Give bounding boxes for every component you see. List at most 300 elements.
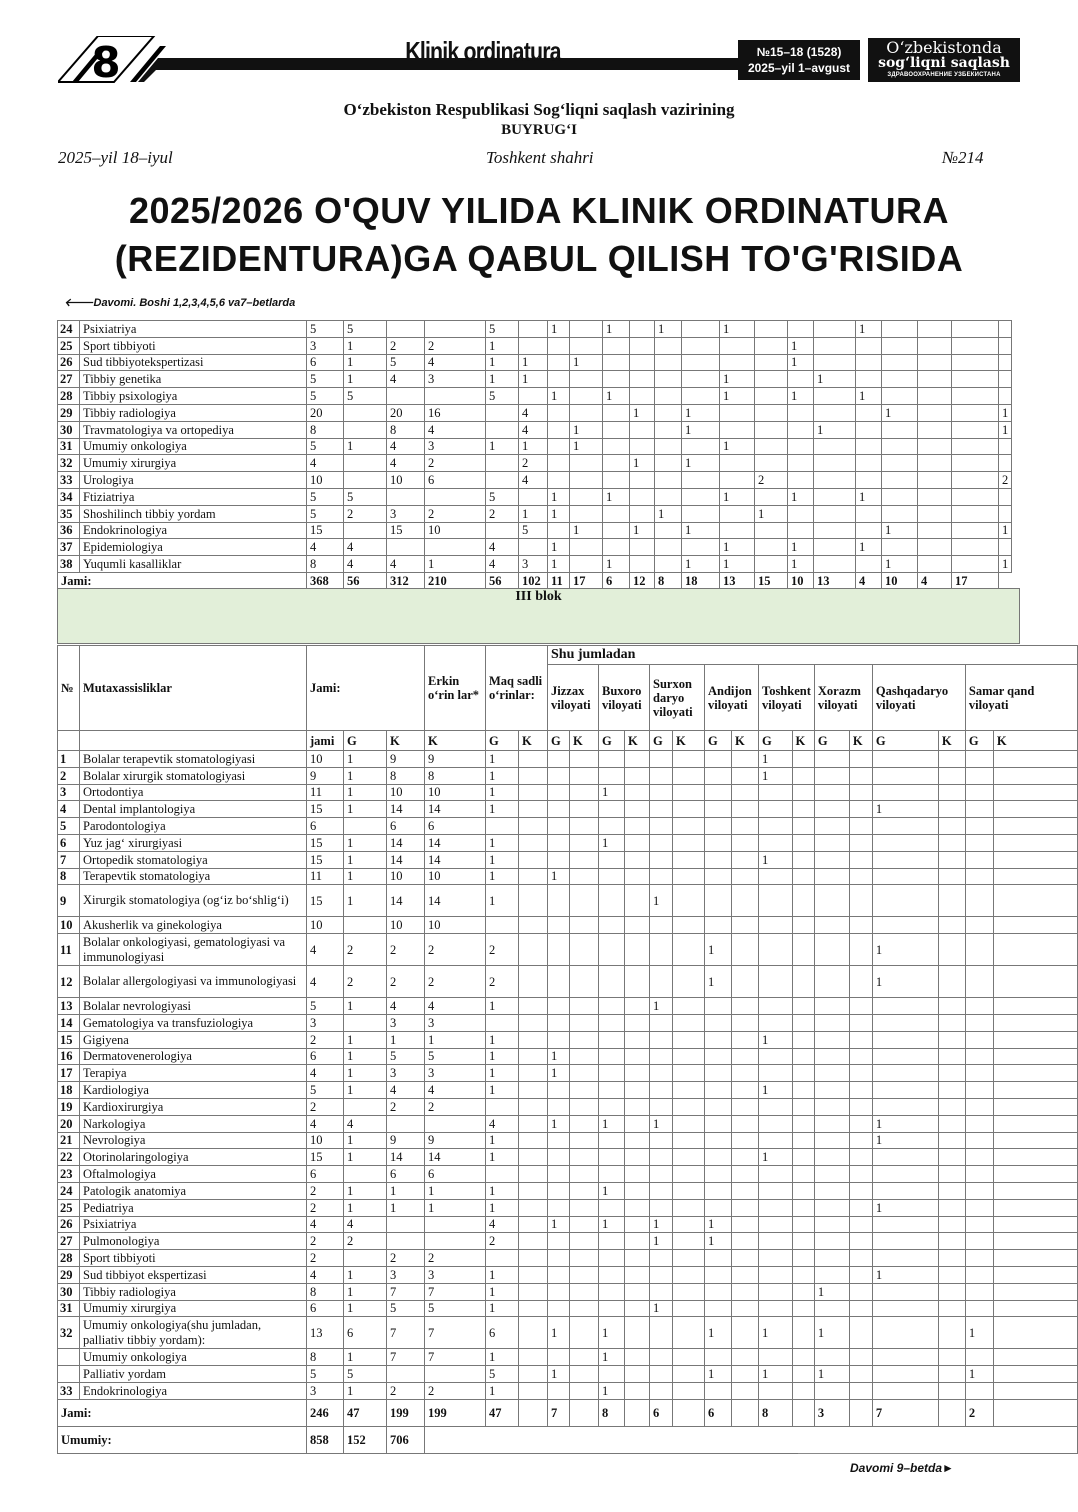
cell-value [849, 1250, 872, 1267]
cell-value [344, 1098, 387, 1115]
cell-value [650, 868, 673, 885]
cell-value [650, 1317, 673, 1349]
cell-value [673, 885, 705, 917]
total-value [993, 1399, 1077, 1426]
cell-value: 13 [307, 1317, 344, 1349]
specialty-name: Umumiy onkologiya [80, 1349, 307, 1366]
cell-value [720, 472, 755, 489]
cell-value [755, 321, 788, 338]
cell-value [603, 522, 630, 539]
cell-value: 1 [486, 751, 519, 768]
cell-value [548, 522, 570, 539]
cell-value [993, 834, 1077, 851]
cell-value [599, 966, 625, 998]
cell-value: 1 [548, 488, 570, 505]
cell-value [570, 1166, 599, 1183]
cell-value [625, 801, 650, 818]
cell-value [918, 472, 952, 489]
cell-value: 4 [307, 966, 344, 998]
table-row [58, 404, 1012, 421]
subheader: G [548, 731, 570, 751]
cell-value [759, 998, 793, 1015]
cell-value [599, 934, 625, 966]
table-row [58, 1182, 1078, 1199]
cell-value [965, 751, 993, 768]
cell-value [952, 421, 999, 438]
cell-value [599, 1082, 625, 1099]
cell-value [993, 1166, 1077, 1183]
cell-value: 8 [307, 556, 344, 573]
cell-value [849, 784, 872, 801]
cell-value [759, 801, 793, 818]
table-row [58, 1266, 1078, 1283]
cell-value: 10 [307, 751, 344, 768]
cell-value: 5 [387, 1300, 425, 1317]
table-row [58, 784, 1078, 801]
specialty-name: Gigiyena [80, 1031, 307, 1048]
specialty-name: Yuz jag‘ xirurgiyasi [80, 834, 307, 851]
cell-value [792, 917, 814, 934]
cell-value [625, 1233, 650, 1250]
cell-value: 1 [682, 404, 720, 421]
cell-value [570, 868, 599, 885]
cell-value: 2 [425, 934, 486, 966]
cell-value: 3 [387, 1065, 425, 1082]
cell-value [814, 934, 849, 966]
cell-value [682, 472, 720, 489]
cell-value [625, 1082, 650, 1099]
cell-value [570, 1082, 599, 1099]
col-header-including: Shu jumladan [548, 646, 1078, 665]
brand-line-3: ЗДРАВООХРАНЕНИЕ УЗБЕКИСТАНА [887, 72, 1001, 78]
cell-value: 1 [425, 1031, 486, 1048]
cell-value [993, 998, 1077, 1015]
cell-value: 8 [307, 421, 344, 438]
cell-value: 5 [519, 522, 548, 539]
cell-value: 1 [344, 1031, 387, 1048]
cell-value [882, 438, 918, 455]
cell-value [570, 1366, 599, 1383]
cell-value [993, 1031, 1077, 1048]
table-row [58, 1382, 1078, 1399]
cell-value [603, 371, 630, 388]
cell-value: 2 [307, 1031, 344, 1048]
cell-value: 2 [486, 934, 519, 966]
cell-value: 5 [425, 1300, 486, 1317]
cell-value [655, 472, 682, 489]
subheader: K [993, 731, 1077, 751]
cell-value [625, 1349, 650, 1366]
cell-value: 6 [387, 818, 425, 835]
cell-value: 3 [307, 1382, 344, 1399]
cell-value: 1 [650, 1115, 673, 1132]
subheader: G [759, 731, 793, 751]
cell-value: 1 [344, 998, 387, 1015]
cell-value [625, 1199, 650, 1216]
cell-value [965, 966, 993, 998]
cell-value [486, 1098, 519, 1115]
cell-value [673, 1250, 705, 1267]
cell-value [792, 1250, 814, 1267]
region-header: Samar qand viloyati [965, 665, 1077, 731]
cell-value: 1 [548, 505, 570, 522]
cell-value [599, 1048, 625, 1065]
cell-value [650, 1149, 673, 1166]
cell-value: 10 [425, 784, 486, 801]
cell-value [548, 1014, 570, 1031]
cell-value: 4 [519, 404, 548, 421]
cell-value [603, 421, 630, 438]
cell-value: 4 [344, 539, 387, 556]
cell-value: 1 [486, 767, 519, 784]
cell-value [918, 539, 952, 556]
cell-value [856, 556, 882, 573]
total-value [792, 1399, 814, 1426]
cell-value [519, 321, 548, 338]
specialty-name: Pulmonologiya [80, 1233, 307, 1250]
cell-value: 2 [344, 505, 387, 522]
cell-value [705, 868, 732, 885]
cell-value: 6 [425, 1166, 486, 1183]
cell-value: 6 [425, 818, 486, 835]
cell-value [872, 1317, 938, 1349]
subheader: K [938, 731, 965, 751]
table-row [58, 834, 1078, 851]
cell-value [856, 354, 882, 371]
cell-value [570, 966, 599, 998]
cell-value [938, 998, 965, 1015]
cell-value: 1 [965, 1366, 993, 1383]
cell-value: 1 [486, 1132, 519, 1149]
row-number: 1 [58, 751, 80, 768]
cell-value [732, 998, 759, 1015]
row-number: 19 [58, 1098, 80, 1115]
cell-value [814, 1098, 849, 1115]
cell-value [673, 917, 705, 934]
cell-value [952, 371, 999, 388]
cell-value [673, 1300, 705, 1317]
cell-value: 1 [486, 1182, 519, 1199]
row-number: 9 [58, 885, 80, 917]
cell-value [673, 1166, 705, 1183]
cell-value: 5 [486, 488, 519, 505]
cell-value [952, 472, 999, 489]
cell-value: 2 [387, 1098, 425, 1115]
cell-value [814, 1300, 849, 1317]
cell-value [570, 371, 603, 388]
cell-value [792, 1366, 814, 1383]
cell-value [814, 1166, 849, 1183]
row-number [58, 1366, 80, 1383]
cell-value: 10 [307, 917, 344, 934]
cell-value [732, 868, 759, 885]
cell-value [872, 1233, 938, 1250]
cell-value [599, 1366, 625, 1383]
row-number: 25 [58, 337, 80, 354]
col-header-total: Jami: [307, 646, 425, 731]
cell-value [599, 1250, 625, 1267]
total-value: 2 [965, 1399, 993, 1426]
cell-value [519, 1250, 548, 1267]
cell-value: 2 [425, 1250, 486, 1267]
cell-value [519, 1149, 548, 1166]
cell-value [952, 321, 999, 338]
row-number: 24 [58, 321, 80, 338]
cell-value: 3 [425, 1014, 486, 1031]
cell-value [705, 818, 732, 835]
cell-value [630, 371, 655, 388]
cell-value: 3 [387, 505, 425, 522]
cell-value [938, 801, 965, 818]
table-row [58, 337, 1012, 354]
cell-value [655, 404, 682, 421]
cell-value [732, 1216, 759, 1233]
cell-value [788, 371, 814, 388]
cell-value [705, 917, 732, 934]
cell-value [732, 1182, 759, 1199]
cell-value [938, 1115, 965, 1132]
subheader: K [425, 731, 486, 751]
cell-value [999, 388, 1012, 405]
specialty-name: Bolalar terapevtik stomatologiyasi [80, 751, 307, 768]
cell-value [625, 751, 650, 768]
table-row [58, 1216, 1078, 1233]
cell-value [856, 421, 882, 438]
row-number: 14 [58, 1014, 80, 1031]
cell-value [625, 998, 650, 1015]
cell-value [625, 1250, 650, 1267]
cell-value [599, 1233, 625, 1250]
cell-value [814, 1382, 849, 1399]
cell-value [792, 784, 814, 801]
cell-value: 1 [603, 556, 630, 573]
cell-value [872, 751, 938, 768]
cell-value [882, 371, 918, 388]
cell-value: 1 [759, 1031, 793, 1048]
cell-value [625, 767, 650, 784]
cell-value [519, 1014, 548, 1031]
cell-value: 1 [814, 421, 856, 438]
cell-value: 1 [486, 1266, 519, 1283]
cell-value: 1 [705, 1216, 732, 1233]
cell-value [570, 1300, 599, 1317]
cell-value: 1 [344, 834, 387, 851]
cell-value: 9 [425, 1132, 486, 1149]
cell-value: 1 [856, 321, 882, 338]
cell-value: 2 [486, 505, 519, 522]
cell-value [993, 1266, 1077, 1283]
cell-value: 5 [307, 505, 344, 522]
main-title-line-2: (REZIDENTURA)GA QABUL QILISH TO'G'RISIDA [114, 238, 964, 279]
cell-value: 1 [344, 1082, 387, 1099]
cell-value [570, 1349, 599, 1366]
cell-value [344, 472, 387, 489]
cell-value: 1 [999, 556, 1012, 573]
cell-value [938, 751, 965, 768]
cell-value [705, 1098, 732, 1115]
cell-value: 4 [486, 539, 519, 556]
cell-value: 1 [872, 1132, 938, 1149]
cell-value: 1 [486, 354, 519, 371]
cell-value: 1 [486, 801, 519, 818]
cell-value: 2 [519, 455, 548, 472]
cell-value [519, 1166, 548, 1183]
cell-value [993, 1283, 1077, 1300]
cell-value [759, 1250, 793, 1267]
cell-value [548, 455, 570, 472]
cell-value [814, 1031, 849, 1048]
cell-value [625, 1300, 650, 1317]
cell-value: 2 [425, 1098, 486, 1115]
cell-value: 5 [307, 1082, 344, 1099]
cell-value [872, 1065, 938, 1082]
cell-value [344, 818, 387, 835]
cell-value [655, 556, 682, 573]
cell-value [993, 1082, 1077, 1099]
grand-total-label: Umumiy: [58, 1426, 307, 1453]
cell-value: 9 [387, 751, 425, 768]
cell-value [952, 455, 999, 472]
cell-value: 5 [387, 1048, 425, 1065]
region-header: Andijon viloyati [705, 665, 759, 731]
cell-value [993, 1048, 1077, 1065]
cell-value [792, 751, 814, 768]
cell-value [599, 1283, 625, 1300]
specialty-name: Gematologiya va transfuziologiya [80, 1014, 307, 1031]
cell-value [965, 1014, 993, 1031]
row-number: 17 [58, 1065, 80, 1082]
cell-value [548, 472, 570, 489]
specialty-name: Bolalar xirurgik stomatologiyasi [80, 767, 307, 784]
specialty-name: Ortodontiya [80, 784, 307, 801]
cell-value: 4 [307, 1266, 344, 1283]
total-value: 4 [918, 572, 952, 589]
cell-value [625, 1098, 650, 1115]
cell-value [993, 1382, 1077, 1399]
cell-value [965, 1266, 993, 1283]
cell-value [849, 801, 872, 818]
specialty-name: Yuqumli kasalliklar [80, 556, 307, 573]
cell-value: 1 [344, 767, 387, 784]
cell-value [603, 354, 630, 371]
cell-value: 14 [425, 801, 486, 818]
cell-value [792, 1132, 814, 1149]
cell-value [673, 1366, 705, 1383]
cell-value: 1 [814, 1283, 849, 1300]
cell-value [599, 751, 625, 768]
cell-value [425, 1233, 486, 1250]
cell-value: 1 [486, 337, 519, 354]
cell-value [732, 851, 759, 868]
cell-value [705, 1031, 732, 1048]
cell-value: 2 [999, 472, 1012, 489]
cell-value: 1 [519, 505, 548, 522]
cell-value [705, 784, 732, 801]
cell-value [872, 1031, 938, 1048]
cell-value [650, 834, 673, 851]
cell-value [965, 1166, 993, 1183]
cell-value [918, 388, 952, 405]
cell-value [519, 1065, 548, 1082]
cell-value [849, 1082, 872, 1099]
total-row [58, 572, 1012, 589]
cell-value [603, 472, 630, 489]
cell-value [993, 1132, 1077, 1149]
cell-value: 8 [425, 767, 486, 784]
cell-value [655, 354, 682, 371]
cell-value [792, 1233, 814, 1250]
cell-value [548, 801, 570, 818]
cell-value [872, 998, 938, 1015]
cell-value [673, 1065, 705, 1082]
cell-value: 4 [387, 438, 425, 455]
row-number: 31 [58, 1300, 80, 1317]
cell-value [999, 354, 1012, 371]
region-header: Xorazm viloyati [814, 665, 872, 731]
cell-value: 2 [307, 1233, 344, 1250]
cell-value [993, 1182, 1077, 1199]
cell-value [993, 801, 1077, 818]
cell-value [965, 1216, 993, 1233]
cell-value: 2 [387, 1382, 425, 1399]
cell-value: 15 [307, 522, 344, 539]
cell-value [705, 1132, 732, 1149]
cell-value: 5 [307, 321, 344, 338]
cell-value [603, 404, 630, 421]
total-value: 246 [307, 1399, 344, 1426]
cell-value [650, 784, 673, 801]
row-number: 16 [58, 1048, 80, 1065]
specialty-name: Ortopedik stomatologiya [80, 851, 307, 868]
cell-value: 1 [486, 1199, 519, 1216]
cell-value [759, 1132, 793, 1149]
cell-value [519, 1082, 548, 1099]
cell-value [625, 917, 650, 934]
cell-value [814, 1250, 849, 1267]
cell-value [965, 1132, 993, 1149]
cell-value [792, 998, 814, 1015]
cell-value: 1 [548, 539, 570, 556]
cell-value [814, 784, 849, 801]
cell-value [872, 1048, 938, 1065]
cell-value [849, 1115, 872, 1132]
cell-value [548, 1132, 570, 1149]
cell-value [548, 1266, 570, 1283]
cell-value [673, 1349, 705, 1366]
cell-value [655, 421, 682, 438]
cell-value [630, 438, 655, 455]
cell-value [650, 1366, 673, 1383]
cell-value [387, 539, 425, 556]
cell-value [705, 1048, 732, 1065]
cell-value: 1 [856, 539, 882, 556]
cell-value [548, 834, 570, 851]
cell-value: 14 [425, 1149, 486, 1166]
cell-value [849, 966, 872, 998]
subheader: K [570, 731, 599, 751]
cell-value: 1 [788, 556, 814, 573]
cell-value [732, 1382, 759, 1399]
cell-value [625, 1382, 650, 1399]
cell-value [655, 488, 682, 505]
cell-value [548, 818, 570, 835]
cell-value: 4 [387, 998, 425, 1015]
cell-value: 15 [307, 801, 344, 818]
cell-value: 1 [814, 371, 856, 388]
row-number: 21 [58, 1132, 80, 1149]
cell-value [993, 1065, 1077, 1082]
cell-value [849, 1349, 872, 1366]
